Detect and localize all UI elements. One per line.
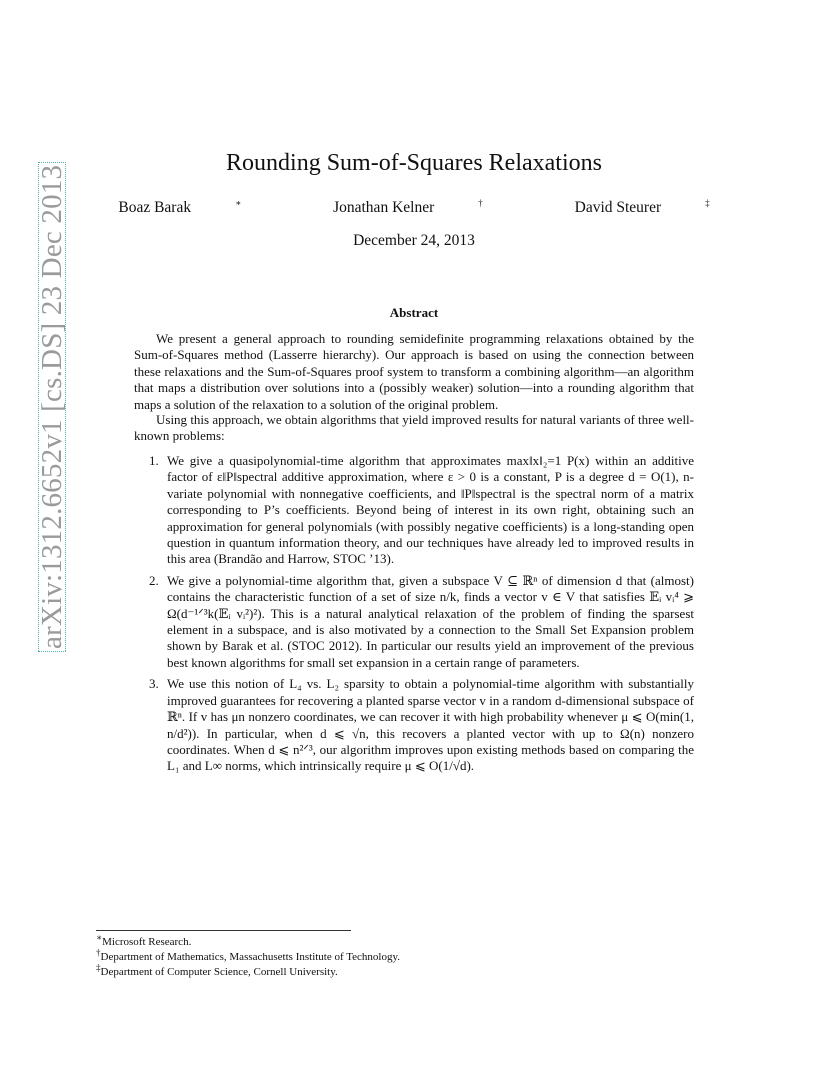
footnote-rule: [96, 930, 351, 931]
paper-title: Rounding Sum-of-Squares Relaxations: [226, 150, 602, 176]
author-list: [0, 199, 828, 217]
footnote: †Department of Mathematics, Massachusetts Institute of Technology.: [96, 947, 401, 963]
author: Boaz Barak ∗: [118, 197, 242, 216]
author: Jonathan Kelner †: [333, 197, 483, 216]
arxiv-side-stamp: arXiv:1312.6652v1 [cs.DS] 23 Dec 2013: [38, 162, 66, 652]
footnote: ∗Microsoft Research.: [96, 932, 192, 948]
results-list: [134, 453, 694, 780]
paper-date: December 24, 2013: [353, 232, 475, 249]
footnote: ‡Department of Computer Science, Cornell University.: [96, 962, 338, 978]
list-item: 3. We use this notion of L₄ vs. L₂ sparsity to obtain a polynomial-time algorithm with substantially improved guarantees for recovering a planted sparse vector v in a random d-dimensional subspace of ℝⁿ. If v has μn nonzero coordinates, we can recover it with high probability whenever μ ⩽ O(min(1, n/d²)). In particular, when d ⩽ √n, this recovers a planted vector with up to Ω(n) nonzero coordinates. When d ⩽ n²ᐟ³, our algorithm improves upon existing methods based on comparing the L₁ and L∞ norms, which intrinsically require μ ⩽ O(1/√d).: [149, 676, 694, 774]
abstract-paragraph: Using this approach, we obtain algorithms that yield improved results for natural variants of three well-known problems:: [134, 412, 694, 444]
author: David Steurer ‡: [574, 197, 710, 216]
abstract-heading: Abstract: [389, 305, 439, 320]
abstract-paragraph: We present a general approach to rounding semidefinite programming relaxations obtained by the Sum-of-Squares method (Lasserre hierarchy). Our approach is based on using the connection between these relaxations and the Sum-of-Squares proof system to transform a combining algorithm—an algorithm that maps a distribution over solutions into a (possibly weaker) solution—into a rounding algorithm that maps a solution of the relaxation to a solution of the original problem.: [134, 331, 694, 412]
list-item: 1. We give a quasipolynomial-time algorithm that approximates max‖x‖₂=1 P(x) within an additive factor of ε‖P‖spectral additive approximation, where ε > 0 is a constant, P is a degree d = O(1), n-variate polynomial with nonnegative coefficients, and ‖P‖spectral is the spectral norm of a matrix corresponding to P’s coefficients. Beyond being of interest in its own right, obtaining such an approximation for general polynomials (with possibly negative coefficients) is a long-standing open question in quantum information theory, and our techniques have already led to improved results in this area (Brandão and Harrow, STOC ’13).: [149, 453, 694, 567]
list-item: 2. We give a polynomial-time algorithm that, given a subspace V ⊆ ℝⁿ of dimension d that (almost) contains the characteristic function of a set of size n/k, finds a vector v ∈ V that satisfies 𝔼ᵢ vᵢ⁴ ⩾ Ω(d⁻¹ᐟ³k(𝔼ᵢ vᵢ²)²). This is a natural analytical relaxation of the problem of finding the sparsest element in a subspace, and is also motivated by a connection to the Small Set Expansion problem shown by Barak et al. (STOC 2012). In particular our results yield an improvement of the previous best known algorithms for small set expansion in a certain range of parameters.: [149, 572, 694, 670]
